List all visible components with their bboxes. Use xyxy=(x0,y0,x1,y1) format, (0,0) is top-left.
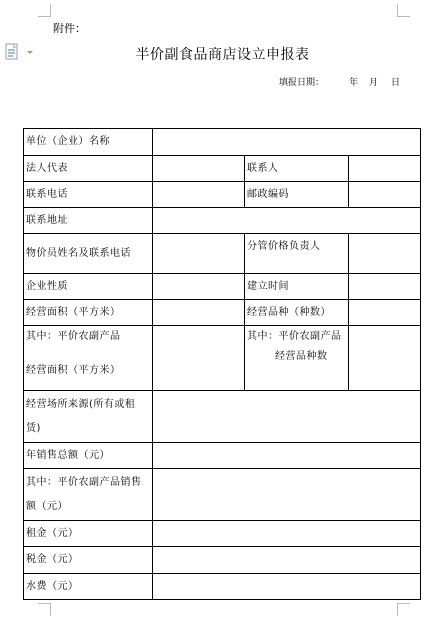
day-label: 日 xyxy=(391,78,401,88)
enterprise-nature-label: 企业性质 xyxy=(24,274,153,300)
table-row xyxy=(24,182,421,208)
varieties-label: 经营品种（种数） xyxy=(245,300,349,326)
table-row xyxy=(24,156,421,182)
varieties-field[interactable] xyxy=(349,300,421,326)
table-row xyxy=(24,326,421,391)
table-row xyxy=(24,129,421,156)
table-row xyxy=(24,300,421,326)
sub-varieties-label-line1: 其中：平价农副产品 xyxy=(247,331,342,342)
contact-person-label: 联系人 xyxy=(245,156,349,182)
water-field[interactable] xyxy=(153,574,421,600)
water-label: 水费（元） xyxy=(24,574,153,600)
table-row xyxy=(24,391,421,443)
table-row xyxy=(24,469,421,521)
sub-varieties-label-line2: 经营品种数 xyxy=(275,351,328,362)
page-title: 半价副食品商店设立申报表 xyxy=(135,47,310,63)
sub-area-field[interactable] xyxy=(153,326,245,391)
tax-field[interactable] xyxy=(153,547,421,574)
table-row xyxy=(24,274,421,300)
application-form-table xyxy=(23,128,421,600)
sub-area-label-line2: 经营面积（平方米） xyxy=(26,365,121,376)
crop-mark-bottom-left xyxy=(38,603,51,616)
table-row xyxy=(24,208,421,234)
tax-label: 税金（元） xyxy=(24,547,153,574)
price-staff-label: 物价员姓名及联系电话 xyxy=(24,234,153,274)
crop-mark-bottom-right xyxy=(397,603,410,616)
price-manager-label: 分管价格负责人 xyxy=(245,234,349,274)
annual-sales-field[interactable] xyxy=(153,443,421,469)
price-manager-field[interactable] xyxy=(349,234,421,274)
sub-sales-label: 其中：平价农副产品销售额（元） xyxy=(24,469,153,521)
annual-sales-label: 年销售总额（元） xyxy=(24,443,153,469)
year-label: 年 xyxy=(349,78,359,88)
area-label: 经营面积（平方米） xyxy=(24,300,153,326)
fill-date-label: 填报日期： xyxy=(279,78,325,88)
sub-area-label-line1: 其中：平价农副产品 xyxy=(26,331,121,342)
sub-varieties-field[interactable] xyxy=(349,326,421,391)
unit-name-field[interactable] xyxy=(153,129,421,156)
unit-name-label: 单位（企业）名称 xyxy=(24,129,153,156)
table-row xyxy=(24,574,421,600)
table-row xyxy=(24,547,421,574)
crop-mark-top-right xyxy=(397,4,410,17)
postcode-label: 邮政编码 xyxy=(245,182,349,208)
established-field[interactable] xyxy=(349,274,421,300)
established-label: 建立时间 xyxy=(245,274,349,300)
site-source-field[interactable] xyxy=(153,391,421,443)
rent-field[interactable] xyxy=(153,521,421,547)
address-field[interactable] xyxy=(153,208,421,234)
sub-sales-field[interactable] xyxy=(153,469,421,521)
price-staff-field[interactable] xyxy=(153,234,245,274)
phone-label: 联系电话 xyxy=(24,182,153,208)
table-row xyxy=(24,521,421,547)
crop-mark-top-left xyxy=(38,4,51,17)
enterprise-nature-field[interactable] xyxy=(153,274,245,300)
legal-rep-field[interactable] xyxy=(153,156,245,182)
address-label: 联系地址 xyxy=(24,208,153,234)
contact-person-field[interactable] xyxy=(349,156,421,182)
sub-area-label xyxy=(24,326,153,391)
phone-field[interactable] xyxy=(153,182,245,208)
sub-varieties-label xyxy=(245,326,349,391)
rent-label: 租金（元） xyxy=(24,521,153,547)
area-field[interactable] xyxy=(153,300,245,326)
fill-date-row xyxy=(279,75,401,88)
attachment-label: 附件： xyxy=(53,22,86,35)
site-source-label: 经营场所来源(所有或租赁) xyxy=(24,391,153,443)
postcode-field[interactable] xyxy=(349,182,421,208)
table-row xyxy=(24,234,421,274)
legal-rep-label: 法人代表 xyxy=(24,156,153,182)
table-row xyxy=(24,443,421,469)
month-label: 月 xyxy=(369,78,379,88)
